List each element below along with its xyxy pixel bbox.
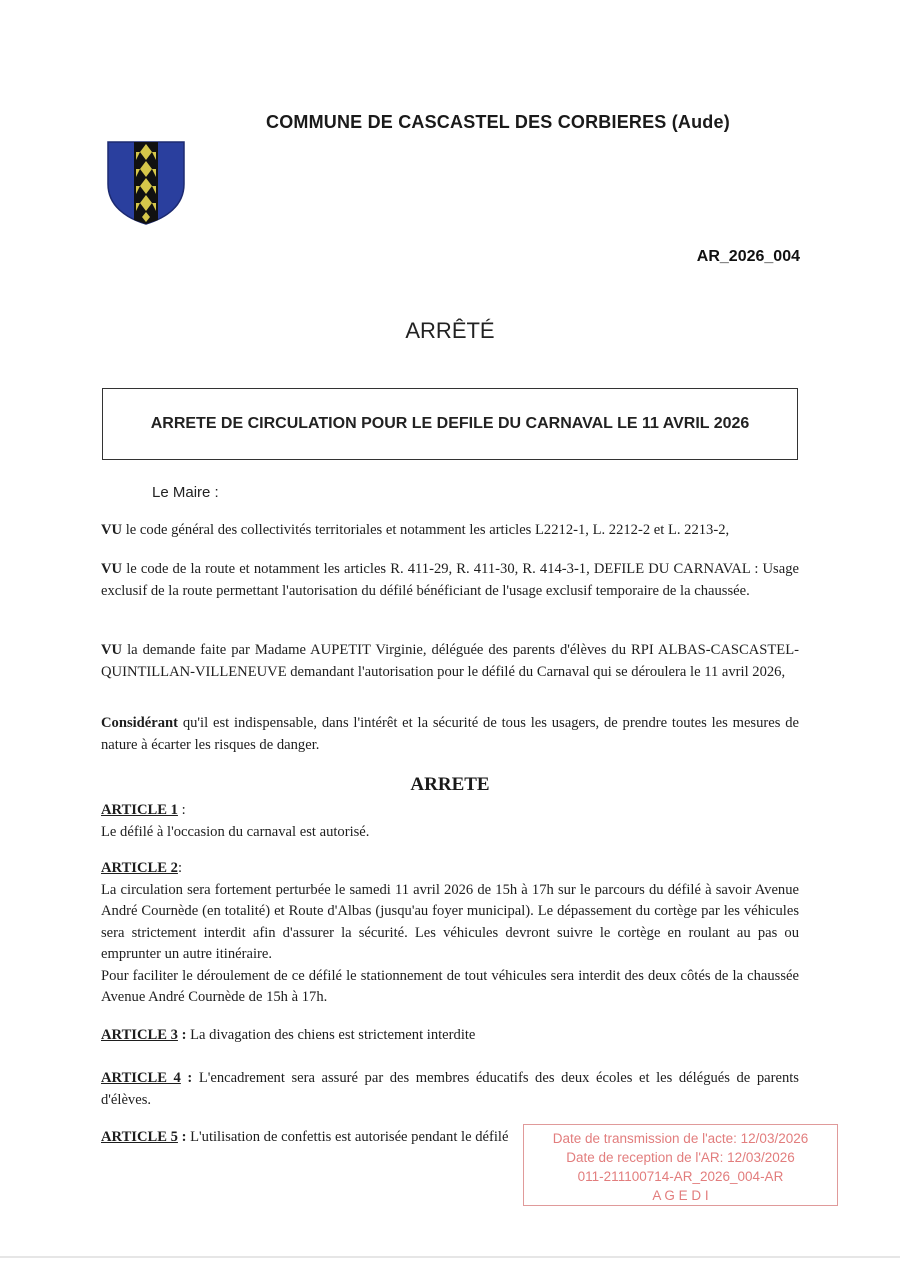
consideration-text: le code général des collectivités territoriales et notamment les articles L2212-1, L. 2212-2 et L. 2213-2, — [122, 522, 730, 538]
article-label: ARTICLE 4 — [101, 1070, 181, 1086]
article-label: ARTICLE 5 — [101, 1129, 178, 1145]
consideration-3 — [101, 640, 799, 683]
subject-box — [102, 388, 798, 460]
article-2 — [101, 858, 799, 1009]
stamp-agedi: A G E D I — [652, 1188, 709, 1203]
coat-of-arms-icon — [106, 140, 186, 226]
article-4 — [101, 1068, 799, 1111]
article-separator: : — [177, 802, 186, 818]
article-3 — [101, 1025, 799, 1047]
transmission-stamp — [523, 1124, 838, 1206]
article-text: Le défilé à l'occasion du carnaval est autorisé. — [101, 823, 370, 840]
consideration-text: la demande faite par Madame AUPETIT Virginie, déléguée des parents d'élèves du RPI ALBAS-CASCASTEL-QUINTILLAN-VILLENEUVE demandant l'autorisation pour le défilé du Carnaval qui se déroulera le 11 avril 2026, — [101, 642, 799, 680]
article-separator: : — [180, 1070, 193, 1086]
consideration-1 — [101, 520, 799, 542]
article-text: L'utilisation de confettis est autorisée pendant le défilé — [186, 1129, 509, 1145]
consideration-text: qu'il est indispensable, dans l'intérêt et la sécurité de tous les usagers, de prendre toutes les mesures de nature à écarter les risques de danger. — [101, 715, 799, 753]
article-text: L'encadrement sera assuré par des membres éducatifs des deux écoles et les délégués de parents d'élèves. — [101, 1070, 799, 1108]
article-separator: : — [177, 1129, 187, 1145]
stamp-act-id: 011-211100714-AR_2026_004-AR — [577, 1169, 784, 1184]
consideration-lead: VU — [101, 561, 123, 577]
arrete-heading: ARRETE — [410, 774, 490, 795]
commune-header: COMMUNE DE CASCASTEL DES CORBIERES (Aude) — [266, 112, 730, 132]
consideration-text: le code de la route et notamment les articles R. 411-29, R. 411-30, R. 414-3-1, DEFILE DU CARNAVAL : Usage exclusif de la route permettant l'autorisation du défilé bénéficiant de l'usage exclusif temporaire de la chaussée. — [101, 561, 799, 599]
consideration-2 — [101, 559, 799, 602]
consideration-lead: VU — [101, 642, 123, 658]
subject-title: ARRETE DE CIRCULATION POUR LE DEFILE DU CARNAVAL LE 11 AVRIL 2026 — [150, 415, 750, 432]
decree-reference: AR_2026_004 — [696, 248, 800, 265]
page-bottom-rule — [0, 1256, 900, 1258]
intro-le-maire: Le Maire : — [152, 484, 219, 501]
article-text-2: Pour faciliter le déroulement de ce défilé le stationnement de tout véhicules sera interdit des deux côtés de la chaussée Avenue André Cournède de 15h à 17h. — [101, 967, 799, 1005]
article-separator: : — [177, 1027, 187, 1043]
article-text: La circulation sera fortement perturbée le samedi 11 avril 2026 de 15h à 17h sur le parcours du défilé à savoir Avenue André Cournède (en totalité) et Route d'Albas (jusqu'au foyer municipal). Le dépassement du cortège par les véhicules sera strictement interdit afin d'assurer la sécurité. Les véhicules devront suivre le cortège en roulant au pas ou emprunter un autre itinéraire. — [101, 881, 799, 962]
document-type-title: ARRÊTÉ — [405, 318, 495, 343]
consideration-lead: Considérant — [101, 715, 179, 731]
stamp-transmission-date: Date de transmission de l'acte: 12/03/2026 — [552, 1131, 809, 1146]
stamp-reception-date: Date de reception de l'AR: 12/03/2026 — [566, 1150, 795, 1165]
article-label: ARTICLE 2 — [101, 860, 178, 876]
article-label: ARTICLE 1 — [101, 802, 178, 818]
article-text: La divagation des chiens est strictement interdite — [186, 1027, 476, 1043]
consideration-4 — [101, 713, 799, 756]
article-1 — [101, 800, 799, 843]
consideration-lead: VU — [101, 522, 123, 538]
article-label: ARTICLE 3 — [101, 1027, 178, 1043]
article-separator: : — [177, 860, 182, 876]
